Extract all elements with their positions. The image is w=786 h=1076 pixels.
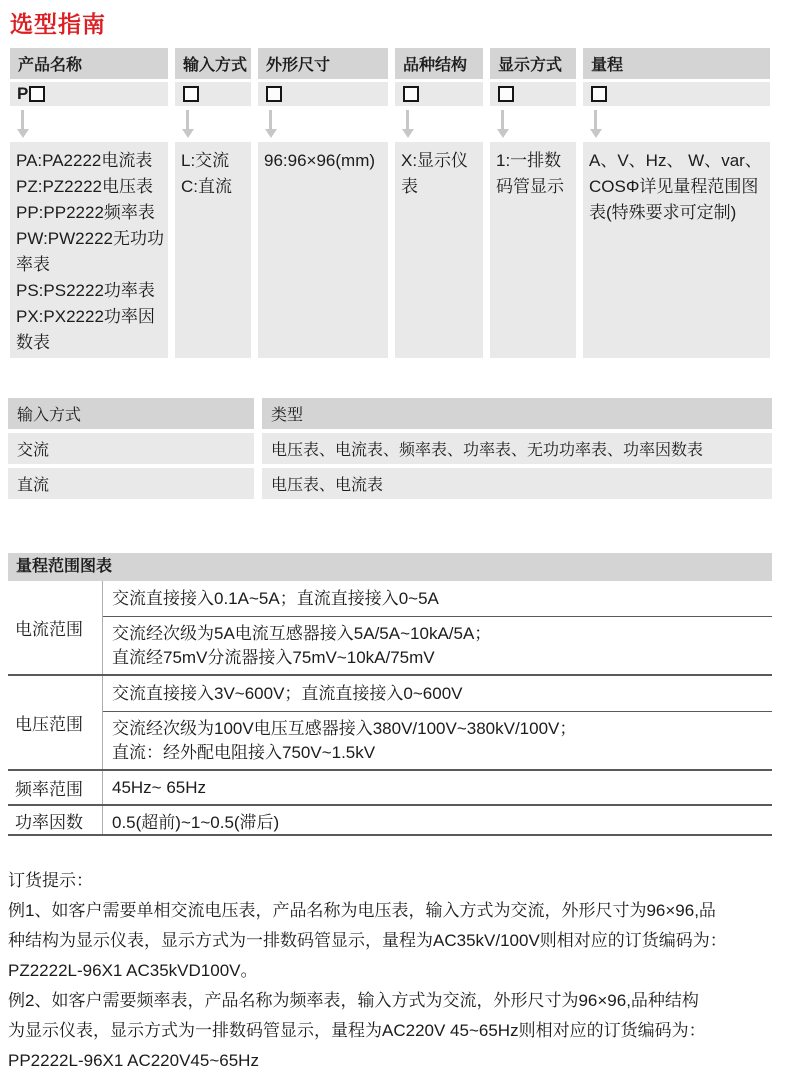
column-header-product-name: 产品名称	[10, 48, 168, 79]
column-header-structure: 品种结构	[395, 48, 483, 79]
down-arrow-icon	[17, 109, 29, 138]
note-line: PZ2222L-96X1 AC35kVD100V。	[8, 961, 258, 980]
range-row-current	[8, 581, 772, 676]
range-table-title: 量程范围图表	[8, 553, 772, 581]
checkbox-icon	[266, 86, 282, 102]
io-row-ac-value: 电压表、电流表、频率表、功率表、无功功率表、功率因数表	[262, 433, 772, 464]
note-line: 为显示仪表，显示方式为一排数码管显示，量程为AC220V 45~65Hz则相对应的订货编码为：	[8, 1021, 706, 1040]
product-list-item: PP:PP2222频率表	[16, 203, 155, 222]
option-item: C:直流	[181, 177, 232, 196]
range-row-label: 功率因数	[8, 806, 103, 834]
io-row-dc-label: 直流	[8, 468, 254, 499]
down-arrow-icon	[182, 109, 194, 138]
range-row-power-factor	[8, 806, 772, 836]
checkbox-icon	[183, 86, 199, 102]
range-row-label: 电压范围	[8, 676, 103, 769]
code-cell-display-mode	[490, 82, 576, 106]
range-row-value: 0.5(超前)~1~0.5(滞后)	[112, 812, 280, 832]
input-type-table	[8, 398, 772, 499]
range-chart-table	[8, 553, 772, 836]
option-item: 96:96×96(mm)	[264, 151, 376, 170]
column-header-input-mode: 输入方式	[175, 48, 251, 79]
checkbox-icon	[29, 86, 45, 102]
note-line: PP2222L-96X1 AC220V45~65Hz	[8, 1051, 259, 1070]
ordering-notes	[8, 866, 727, 1076]
io-row-ac-label: 交流	[8, 433, 254, 464]
range-row-voltage	[8, 676, 772, 771]
note-line: 订货提示：	[8, 871, 93, 890]
option-item: A、V、Hz、 W、var、COSΦ详见量程范围图表(特殊要求可定制)	[589, 151, 762, 222]
options-structure	[395, 142, 483, 358]
option-item: L:交流	[181, 151, 230, 170]
note-line: 种结构为显示仪表，显示方式为一排数码管显示，量程为AC35kV/100V则相对应的订货编码为：	[8, 931, 727, 950]
options-dimensions	[258, 142, 388, 358]
product-list-item: PS:PS2222功率表	[16, 281, 155, 300]
arrow-cell	[395, 109, 483, 139]
range-row-content	[103, 676, 772, 769]
down-arrow-icon	[265, 109, 277, 138]
options-display-mode	[490, 142, 576, 358]
io-header-type: 类型	[262, 398, 772, 429]
range-shunt-line: 直流经75mV分流器接入75mV~10kA/75mV	[112, 648, 435, 667]
product-list-item: PW:PW2222无功功率表	[16, 229, 165, 274]
range-row-label: 电流范围	[8, 581, 103, 674]
range-row-content	[103, 581, 772, 674]
io-header-input-mode: 输入方式	[8, 398, 254, 429]
column-header-display-mode: 显示方式	[490, 48, 576, 79]
code-cell-structure	[395, 82, 483, 106]
checkbox-icon	[591, 86, 607, 102]
code-cell-input-mode	[175, 82, 251, 106]
checkbox-icon	[498, 86, 514, 102]
checkbox-icon	[403, 86, 419, 102]
code-cell-product-name	[10, 82, 168, 106]
arrow-cell	[490, 109, 576, 139]
range-row-frequency	[8, 771, 772, 806]
down-arrow-icon	[497, 109, 509, 138]
range-ct-line: 交流经次级为5A电流互感器接入5A/5A~10kA/5A；	[112, 624, 492, 643]
code-prefix: P	[17, 84, 29, 103]
option-item: 1:一排数码管显示	[496, 151, 564, 196]
range-row-value: 45Hz~ 65Hz	[112, 777, 207, 797]
range-direct-line: 交流直接接入3V~600V；直流直接接入0~600V	[103, 676, 772, 712]
arrow-cell	[583, 109, 770, 139]
options-range	[583, 142, 770, 358]
code-cell-dimensions	[258, 82, 388, 106]
down-arrow-icon	[590, 109, 602, 138]
arrow-cell	[10, 109, 168, 139]
product-list-item: PA:PA2222电流表	[16, 151, 153, 170]
range-row-label: 频率范围	[8, 771, 103, 804]
note-line: 例2、如客户需要频率表，产品名称为频率表，输入方式为交流，外形尺寸为96×96,品种结构	[8, 991, 699, 1010]
selector-table	[10, 48, 770, 358]
io-row-dc-value: 电压表、电流表	[262, 468, 772, 499]
page-title: 选型指南	[10, 11, 106, 37]
range-pt-line: 交流经次级为100V电压互感器接入380V/100V~380kV/100V；	[112, 719, 577, 738]
options-product-name	[10, 142, 168, 358]
product-list-item: PZ:PZ2222电压表	[16, 177, 153, 196]
option-item: X:显示仪表	[401, 151, 469, 196]
column-header-range: 量程	[583, 48, 770, 79]
column-header-dimensions: 外形尺寸	[258, 48, 388, 79]
arrow-cell	[175, 109, 251, 139]
down-arrow-icon	[402, 109, 414, 138]
note-line: 例1、如客户需要单相交流电压表，产品名称为电压表，输入方式为交流，外形尺寸为96×96,品	[8, 901, 716, 920]
code-cell-range	[583, 82, 770, 106]
options-input-mode	[175, 142, 251, 358]
product-list-item: PX:PX2222功率因数表	[16, 307, 155, 352]
range-direct-line: 交流直接接入0.1A~5A；直流直接接入0~5A	[103, 581, 772, 617]
range-resistor-line: 直流：经外配电阻接入750V~1.5kV	[112, 743, 376, 762]
arrow-cell	[258, 109, 388, 139]
